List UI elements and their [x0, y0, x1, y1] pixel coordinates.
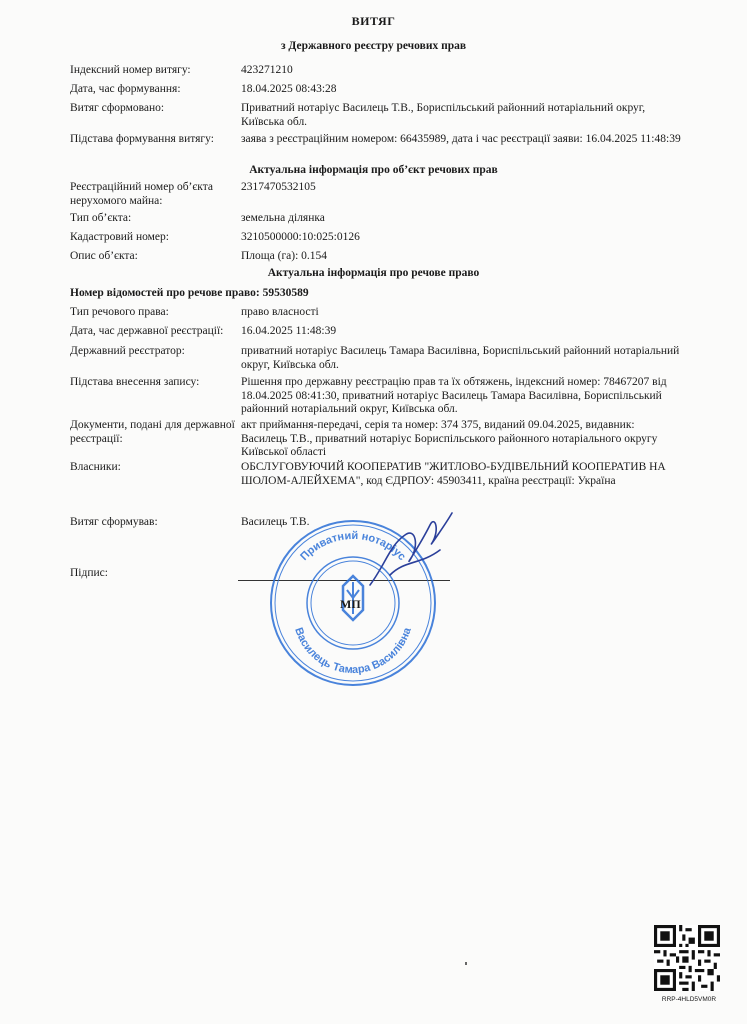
- handwritten-signature-icon: [360, 505, 460, 595]
- right-section-title: Актуальна інформація про речове право: [267, 267, 480, 279]
- extract-index-value: 423271210: [241, 64, 293, 76]
- right-registrar-label: Державний реєстратор:: [70, 345, 185, 357]
- stamp-text-bottom: Василець Тамара Василівна: [292, 626, 414, 677]
- formed-by-label: Витяг сформував:: [70, 516, 158, 528]
- right-entry-basis-label: Підстава внесення запису:: [70, 376, 200, 388]
- object-cadastral-value: 3210500000:10:025:0126: [241, 231, 360, 243]
- document-subtitle: з Державного реєстру речових прав: [280, 40, 467, 52]
- object-desc-value: Площа (га): 0.154: [241, 250, 328, 262]
- right-owners-value: ОБСЛУГОВУЮЧИЙ КООПЕРАТИВ "ЖИТЛОВО-БУДІВЕЛЬНИЙ КООПЕРАТИВ НА ШОЛОМ-АЛЕЙХЕМА", код ЄДРПОУ: 45903411, країна реєстрації: Україна: [241, 461, 666, 487]
- object-section-title: Актуальна інформація про об’єкт речових прав: [249, 164, 498, 176]
- extract-formed-label: Витяг сформовано:: [70, 102, 165, 114]
- object-type-label: Тип об’єкта:: [70, 212, 132, 224]
- right-docs-label: Документи, подані для державної реєстрації:: [70, 419, 235, 445]
- object-reg-value: 2317470532105: [241, 181, 316, 193]
- right-owners-label: Власники:: [70, 461, 121, 473]
- object-type-value: земельна ділянка: [241, 212, 325, 224]
- scan-speck: [465, 962, 467, 965]
- qr-code-id: RRP-4HLD5VM0R: [661, 996, 717, 1003]
- right-type-value: право власності: [241, 306, 319, 318]
- right-regdate-label: Дата, час державної реєстрації:: [70, 325, 224, 337]
- right-docs-value: акт приймання-передачі, серія та номер: 374 375, виданий 09.04.2025, видавник: Василець Т.В., приватний нотаріус Бориспільського районного нотаріального округу Київської області: [241, 419, 658, 458]
- extract-index-label: Індексний номер витягу:: [70, 64, 191, 76]
- extract-date-label: Дата, час формування:: [70, 83, 181, 95]
- extract-date-value: 18.04.2025 08:43:28: [241, 83, 337, 95]
- right-regdate-value: 16.04.2025 11:48:39: [241, 325, 337, 337]
- right-number-line: Номер відомостей про речове право: 59530589: [70, 287, 309, 299]
- object-desc-label: Опис об’єкта:: [70, 250, 138, 262]
- qr-code-icon: [654, 925, 720, 991]
- extract-basis-label: Підстава формування витягу:: [70, 133, 214, 145]
- stamp-text-top: Приватний нотаріус: [298, 529, 408, 563]
- stamp-mark: МП: [340, 597, 361, 611]
- object-cadastral-label: Кадастровий номер:: [70, 231, 169, 243]
- document-title: ВИТЯГ: [351, 14, 396, 28]
- object-reg-label: Реєстраційний номер об’єкта нерухомого майна:: [70, 181, 214, 207]
- extract-basis-value: заява з реєстраційним номером: 66435989, дата і час реєстрації заяви: 16.04.2025 11:48:39: [241, 133, 681, 145]
- right-entry-basis-value: Рішення про державну реєстрацію прав та їх обтяжень, індексний номер: 78467207 від 18.04.2025 08:41:30, приватний нотаріус Василець Тамара Василівна, Бориспільський районний нотаріальний округ, Київська обл.: [241, 376, 667, 415]
- formed-by-value: Василець Т.В.: [241, 516, 310, 528]
- right-type-label: Тип речового права:: [70, 306, 169, 318]
- right-registrar-value: приватний нотаріус Василець Тамара Василівна, Бориспільський районний нотаріальний округ, Київська обл.: [241, 345, 680, 371]
- extract-formed-value: Приватний нотаріус Василець Т.В., Бориспільський районний нотаріальний округ, Київська обл.: [241, 102, 646, 128]
- signature-label: Підпис:: [70, 567, 108, 579]
